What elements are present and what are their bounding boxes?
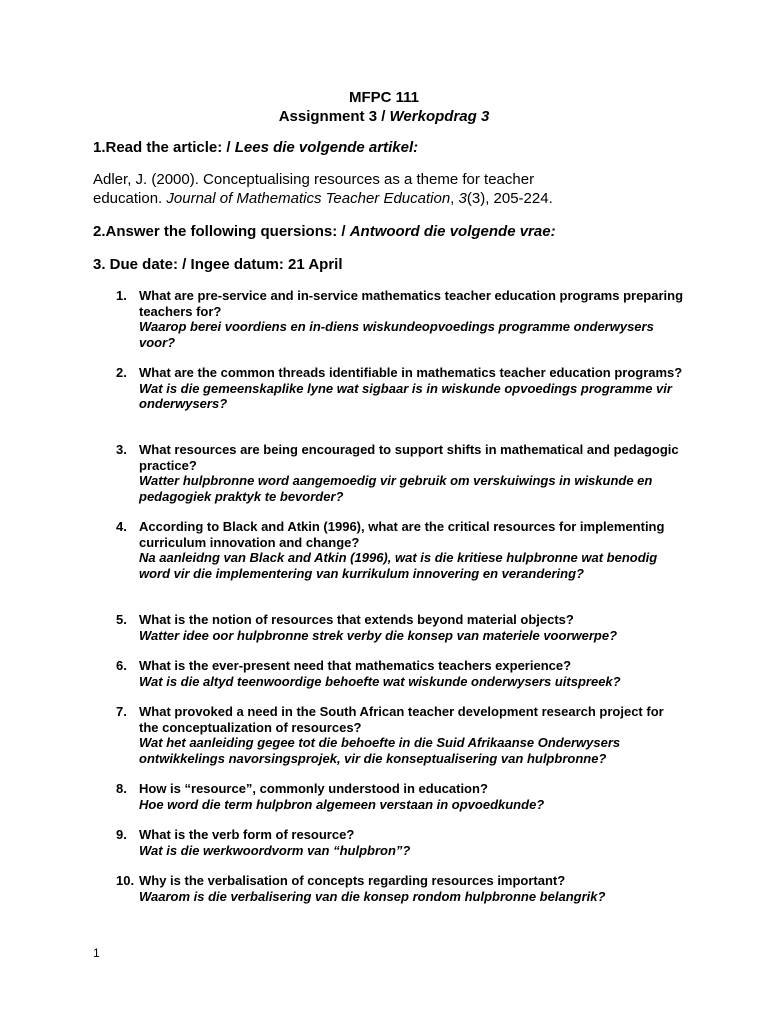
citation-line-1: Adler, J. (2000). Conceptualising resources as a theme for teacher [93, 171, 535, 188]
question-text-af: Hoe word die term hulpbron algemeen verstaan in opvoedkunde? [139, 796, 545, 812]
course-code: MFPC 111 [348, 89, 420, 106]
question-text-af: Na aanleidng van Black and Atkin (1996), wat is die kritiese hulpbronne wat benodig word vir die implementering van kurrikulum innovering en verandering? [139, 550, 658, 581]
question-text-af: Wat is die gemeenskaplike lyne wat sigbaar is in wiskunde opvoedings programme vir onderwysers? [139, 380, 672, 411]
question-item [116, 442, 684, 504]
question-number: 10. [116, 873, 135, 888]
citation-rest: (3), 205-224. [466, 190, 553, 207]
citation-line-2 [93, 189, 693, 208]
question-number: 8. [116, 781, 127, 796]
question-item [116, 873, 684, 904]
question-text-af: Wat is die werkwoordvorm van “hulpbron”? [139, 842, 411, 858]
question-text-en: What are the common threads identifiable in mathematics teacher education programs? [139, 365, 683, 380]
read-instruction-af: Lees die volgende artikel: [234, 139, 419, 156]
due-date: 3. Due date: / Ingee datum: 21 April [93, 256, 343, 273]
assignment-title-en: Assignment 3 / [278, 108, 390, 125]
question-item [116, 704, 684, 766]
page-number: 1 [93, 946, 100, 960]
question-item [116, 365, 684, 412]
citation-sep: , [450, 190, 459, 207]
question-text-af: Watter hulpbronne word aangemoedig vir gebruik om verskuiwings in wiskunde en pedagogiek praktyk te bevorder? [139, 473, 653, 504]
question-text-en: What resources are being encouraged to support shifts in mathematical and pedagogic practice? [139, 442, 679, 473]
question-text-en: What provoked a need in the South African teacher development research project for the conceptualization of resources? [139, 704, 664, 735]
question-number: 5. [116, 612, 127, 627]
question-text-en: What is the notion of resources that extends beyond material objects? [139, 612, 574, 627]
read-instruction [93, 138, 693, 157]
title-block [0, 88, 768, 126]
article-citation [93, 170, 693, 208]
question-text-en: How is “resource”, commonly understood in education? [139, 781, 488, 796]
question-number: 4. [116, 519, 127, 534]
question-text-af: Waarop berei voordiens en in-diens wiskundeopvoedings programme onderwysers voor? [139, 319, 654, 350]
question-text-af: Watter idee oor hulpbronne strek verby die konsep van materiele voorwerpe? [139, 627, 618, 643]
question-text-en: Why is the verbalisation of concepts regarding resources important? [139, 873, 566, 888]
answer-instruction-af: Antwoord die volgende vrae: [349, 223, 556, 240]
question-number: 7. [116, 704, 127, 719]
question-text-en: What are pre-service and in-service mathematics teacher education programs preparing teachers for? [139, 288, 684, 319]
question-text-en: According to Black and Atkin (1996), what are the critical resources for implementing curriculum innovation and change? [139, 519, 665, 550]
question-text-en: What is the verb form of resource? [139, 827, 355, 842]
question-item [116, 827, 684, 858]
question-number: 3. [116, 442, 127, 457]
citation-prefix: education. [93, 190, 167, 207]
question-number: 6. [116, 658, 127, 673]
question-item [116, 519, 684, 581]
assignment-title-af: Werkopdrag 3 [389, 108, 490, 125]
assignment-title [0, 107, 768, 126]
question-number: 1. [116, 288, 127, 303]
question-item [116, 612, 684, 643]
question-text-af: Waarom is die verbalisering van die konsep rondom hulpbronne belangrik? [139, 888, 606, 904]
question-number: 2. [116, 365, 127, 380]
answer-instruction [93, 222, 693, 241]
citation-volume: 3 [458, 190, 467, 207]
question-number: 9. [116, 827, 127, 842]
question-item [116, 288, 684, 350]
question-text-en: What is the ever-present need that mathematics teachers experience? [139, 658, 572, 673]
answer-instruction-en: 2.Answer the following quersions: / [93, 223, 350, 240]
question-text-af: Wat is die altyd teenwoordige behoefte wat wiskunde onderwysers uitspreek? [139, 673, 621, 689]
citation-journal: Journal of Mathematics Teacher Education [166, 190, 451, 207]
question-item [116, 658, 684, 689]
question-text-af: Wat het aanleiding gegee tot die behoefte in die Suid Afrikaanse Onderwysers ontwikkelings navorsingsprojek, vir die konseptualisering van hulpbronne? [139, 735, 621, 766]
read-instruction-en: 1.Read the article: / [93, 139, 235, 156]
question-item [116, 781, 684, 812]
